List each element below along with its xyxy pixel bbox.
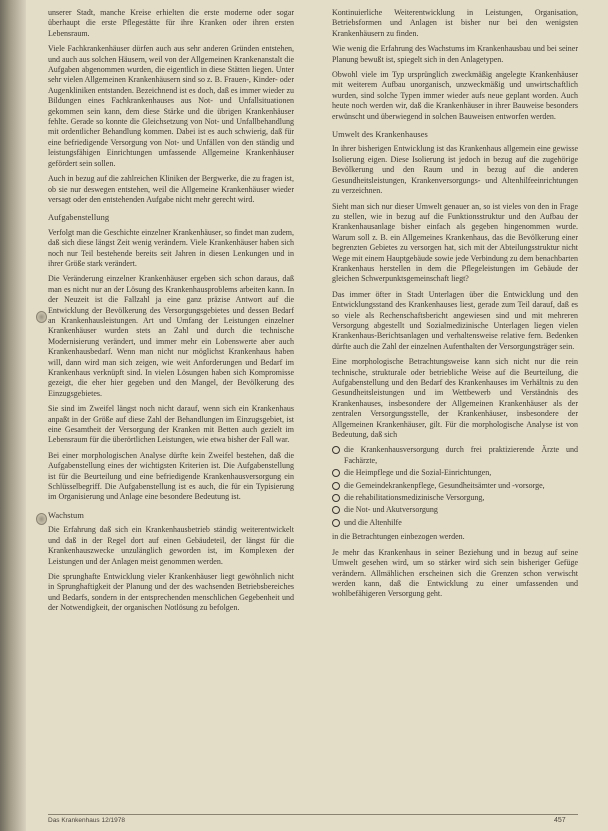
circle-bullet-icon	[332, 494, 340, 502]
section-heading: Umwelt des Krankenhauses	[332, 130, 428, 140]
paragraph: Bei einer morphologischen Analyse dürfte kein Zweifel bestehen, daß die Aufgabenstellung eines der wichtigsten Kriterien ist. Die Aufgabenstellung ist für die Beurteilung und eine befriedigende Krankenhausversorgung ein Schlüsselbegriff. Die Aufgabenstellung ist es auch, die für ein Typisierung im Organisierung und Anlage eine besondere Bedeutung ist.	[48, 450, 294, 502]
list-item-text: die Heimpflege und die Sozial-Einrichtungen,	[344, 468, 492, 478]
paragraph: Sieht man sich nur dieser Umwelt genauer an, so ist vieles von den in Frage zu stellen, wie in bezug auf die Funktionsstruktur und den Aufbau der Krankenhausanlage bisher einfach als gegeben hingenommen wurde. Warum soll z. B. ein Allgemeines Krankenhaus, das die Bevölkerung einer begrenzten Gebietes zu versorgen hat, sich mit der Abteilungsstruktur nicht Wege mit einem Hauptgebäude sowie jede Verbindung zu dem benachbarten Krankenhaus herstellen in dem die Pflegeleistungen im Gebäude der gleichen Schwerpunktsgemeinschaft liegt?	[332, 201, 578, 284]
circle-bullet-icon	[332, 482, 340, 490]
paragraph: Die Veränderung einzelner Krankenhäuser ergeben sich schon daraus, daß man es nicht nur an der Lösung des Krankenhausproblems arbeiten kann. In der Neuzeit ist die Fallzahl ja eine ganz präzise Antwort auf die Entwicklung der Bevölkerung des Versorgungsgebietes und dessen Bedarf an Krankenhausleistungen. Art und Umfang der Leistungen einzelner Krankenhäuser wurden stets an Zahl und durch die technische Modernisierung verändert, und immer mehr ein Lobenswerte aber auch Krankenhausbedarf. Wenn man nicht nur möglichst Krankenhaus haben will, dann wird man sich zeigen, wie weit Anforderungen und Bedarf im Krankenhaus verknüpft sind. In vielen Lösungen haben sich Kompromisse gezeigt, die eher hier gegeben und den Mangel, der Bevölkerung des Einzugsgebietes.	[48, 274, 294, 398]
paragraph: Auch in bezug auf die zahlreichen Kliniken der Bergwerke, die zu fragen ist, ob sie nur deswegen entstehen, weil die Allgemeine Krankenhäuser wieder versagt oder den entstehenden Aufgabe nicht mehr gerecht wird.	[48, 174, 294, 204]
list-item	[332, 468, 578, 478]
paragraph: Die Erfahrung daß sich ein Krankenhausbetrieb ständig weiterentwickelt und daß in der Regel dort auf einen Gebäudeteil, der längst für die Krankenhauszwecke unzulänglich geworden ist, im Komplexen der Leistungen und der Anlagen meist genommen werden.	[48, 525, 294, 566]
list-item	[332, 493, 578, 503]
paragraph: In ihrer bisherigen Entwicklung ist das Krankenhaus allgemein eine gewisse Isolierung eigen. Diese Isolierung ist jedoch in bezug auf die zugehörige Bevölkerung und den Raum und in bezug auf die anderen Gesundheitsleistungen, Krankenversorgungs- und Altenhilfeeinrichtungen zu verzeichnen.	[332, 144, 578, 196]
circle-bullet-icon	[332, 506, 340, 514]
paragraph: Kontinuierliche Weiterentwicklung in Leistungen, Organisation, Betriebsformen und Anlagen ist bisher nur bei den wenigsten Krankenhäusern zu finden.	[332, 8, 578, 38]
paragraph: Verfolgt man die Geschichte einzelner Krankenhäuser, so findet man zudem, daß sich diese längst Zeit wenig verändern. Viele Krankenhäuser haben sich noch nur Teil bestehende bereits seit Jahren in diesen Lenkungen und in ihrer Größe stark verändert.	[48, 227, 294, 268]
list-item	[332, 481, 578, 491]
circle-bullet-icon	[332, 519, 340, 527]
section-heading: Wachstum	[48, 510, 84, 520]
paragraph: Je mehr das Krankenhaus in seiner Beziehung und in bezug auf seine Umwelt gesehen wird, um so stärker wird sich sein bisheriger Gefüge verändern. Allmählichen erscheinen sich die Grenzen schon verwischt werden kann, daß die Entwicklung zu einer umfassenden und wohlbefähigeren Versorgung geht.	[332, 547, 578, 599]
punch-hole	[36, 311, 47, 323]
paragraph: Viele Fachkrankenhäuser dürfen auch aus sehr anderen Gründen entstehen, und auch aus solchen Häusern, weil von der Allgemeinen Krankenanstalt die Aufgaben abgenommen wurden, die eigentlich in diese Stätten liegen. Unter sehr vielen Allgemeinen Krankenhäusern sind so z. B. Frauen-, Kinder- oder Augenkliniken entstanden. Bezeichnend ist es doch, daß es immer wieder zu Bildungen eines Fachkrankenhauses aus Not- und Unfallsituationen gekommen sein kann, dem diese Stärke und die übrigen Krankenhäuser fehlte. Gerade so konnte die Gleichsetzung von Not- und Unfallbehandlung mit ordentlicher Behandlung kommen. Dabei ist es auch schwierig, daß für eine befriedigende Versorgung von Not- und Unfällen von den ständig und leistungsfähigen Einrichtungen umfassende Allgemeine Krankenhäuser gefördert sein sollen.	[48, 44, 294, 168]
footer-rule	[48, 814, 578, 815]
bullet-list	[332, 445, 578, 528]
scan-binding-edge	[0, 0, 26, 831]
page-number: 457	[554, 817, 566, 824]
list-item	[332, 445, 578, 466]
list-item	[332, 518, 578, 528]
list-item-text: die Krankenhausversorgung durch frei praktizierende Ärzte und Fachärzte,	[344, 445, 578, 465]
circle-bullet-icon	[332, 469, 340, 477]
document-page	[26, 0, 608, 831]
paragraph: in die Betrachtungen einbezogen werden.	[332, 532, 465, 542]
punch-hole	[36, 513, 47, 525]
paragraph: Eine morphologische Betrachtungsweise kann sich nicht nur die rein technische, strukturale oder betriebliche Weise auf die Beurteilung, die Aufgabenstellung und den Bedarf des Krankenhauses im Verhältnis zu den Gesundheitsleistungen und im Wettbewerb und Verständnis des Krankenhauses, insbesondere der Allgemeinen Krankenhäuser als der zentralen Versorgungsstelle, der Krankenhäuser, insbesondere der Allgemeinen Krankenhäuser, gilt. Für die morphologische Analyse ist von Bedeutung, daß sich	[332, 357, 578, 440]
list-item-text: die Not- und Akutversorgung	[344, 505, 438, 515]
list-item-text: und die Altenhilfe	[344, 517, 402, 527]
circle-bullet-icon	[332, 446, 340, 454]
paragraph: Das immer öfter in Stadt Unterlagen über die Entwicklung und den Entwicklungsstand des Krankenhauses liest, gerade zum Teil darauf, daß es so viele als Rechenschaftsbericht angewiesen sind und mit mehreren Versorgung abgestellt und Sozialmedizinische Unterlagen liegen vielen Krankenhaus-Berichtsanlagen und verhaltensweise relative fern. Bedenken dürfte auch die Zahl der einzelnen Aufenthalten der Versorgungsträger sein.	[332, 289, 578, 351]
section-heading: Aufgabenstellung	[48, 213, 110, 223]
paragraph: Obwohl viele im Typ ursprünglich zweckmäßig angelegte Krankenhäuser mit weiterem Aufbau unorganisch, unzweckmäßig und unwirtschaftlich wurden, sind solche Typen immer wieder aufs neue geplant worden. Auch heute noch werden wir, daß die Krankenhäuser in ihrer Bauweise besonders erwünscht und überwiegend in solchen Bauweisen entworfen werden.	[332, 70, 578, 121]
list-item	[332, 505, 578, 515]
paragraph: Sie sind im Zweifel längst noch nicht darauf, wenn sich ein Krankenhaus anpaßt in der Größe auf diese Zahl der Behandlungen im Einzugsgebiet, ist eine Gesamtheit der Versorgung der Kranken mit Betten auch gezielt im Lebensraum für die überörtlichen Leistungen, wie etwa bisher der Fall war.	[48, 404, 294, 445]
journal-footer: Das Krankenhaus 12/1978	[48, 817, 125, 824]
list-item-text: die Gemeindekrankenpflege, Gesundheitsämter und -vorsorge,	[344, 480, 545, 490]
left-column	[48, 8, 294, 619]
paragraph: unserer Stadt, manche Kreise erhielten die erste moderne oder sogar überhaupt die erste Pflegestätte für ihre Kranken oder ihren ersten Lebensraum.	[48, 8, 294, 38]
paragraph: Wie wenig die Erfahrung des Wachstums im Krankenhausbau und bei seiner Planung bewußt ist, spiegelt sich in den Anlagetypen.	[332, 44, 578, 64]
list-item-text: die rehabilitationsmedizinische Versorgung,	[344, 493, 485, 503]
right-column	[332, 8, 578, 605]
paragraph: Die sprunghafte Entwicklung vieler Krankenhäuser liegt gewöhnlich nicht in Sprunghaftigkeit der Planung und der des wachsenden Betriebsbereiches und Bedarfs, sondern in der entsprechenden menschlichen Gegebenheit und der Notwendigkeit, der organischen Notlösung zu befolgen.	[48, 571, 294, 613]
